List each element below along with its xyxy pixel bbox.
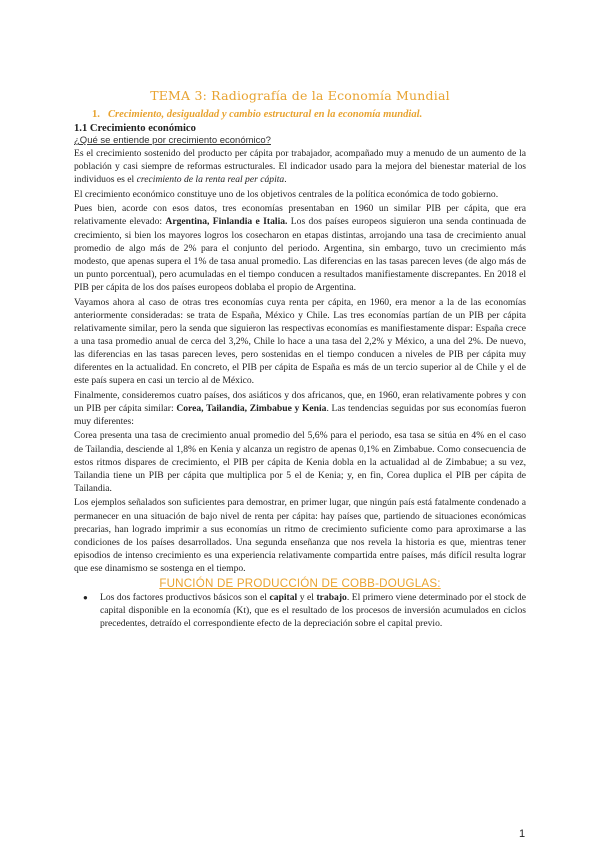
paragraph-definition: Es el crecimiento sostenido del producto per cápita por trabajador, acompañado muy a menudo de un aumento de la población y casi siempre de reformas estructurales. El indicador usado para la mejora del bienestar material de los individuos es el crecimiento de la renta real per cápita.	[74, 148, 526, 186]
section-heading-text: Crecimiento, desigualdad y cambio estructural en la economía mundial.	[107, 109, 423, 120]
paragraph-objective: El crecimiento económico constituye uno de los objetivos centrales de la política económica de todo gobierno.	[74, 188, 499, 200]
paragraph-four-countries: Finalmente, consideremos cuatro países, dos asiáticos y dos africanos, que, en 1960, eran relativamente pobres y con un PIB per cápita similar: Corea, Tailandia, Zimbabue y Kenia. Las tendencias seguidas por sus economías fueron muy diferentes:	[74, 389, 527, 427]
strong-trabajo: trabajo	[316, 591, 347, 603]
page-number: 1	[519, 828, 526, 840]
section-heading-number: 1.	[92, 109, 100, 120]
paragraph-corea-tailandia: Corea presenta una tasa de crecimiento anual promedio del 5,6% para el periodo, esa tasa se sitúa en 4% en el caso de Tailandia, desciende al 1,8% en Kenia y alcanza un registro de apenas 0,1% en Zimbabue. Como consecuencia de estos ritmos dispares de crecimiento, el PIB per cápita de Kenia dobla en la actualidad al de Zimbabue; a su vez, Tailandia tiene un PIB per cápita que multiplica por 5 el de Kenia; y, en fin, Corea duplica el PIB per cápita de Tailandia.	[74, 430, 526, 494]
section-heading-1	[74, 109, 526, 120]
paragraph-lessons: Los ejemplos señalados son suficientes para demostrar, en primer lugar, que ningún país está fatalmente condenado a permanecer en una situación de bajo nivel de renta per cápita: hay países que, partiendo de situaciones económicas precarias, han logrado imprimir a sus economías un ritmo de crecimiento suficiente como para aproximarse a las condiciones de los países desarrollados. Una segunda enseñanza que nos revela la historia es que, mientras tener episodios de intenso crecimiento es una experiencia relativamente compartida entre países, más difícil resulta lograr que ese dinamismo se sostenga en el tiempo.	[74, 497, 526, 574]
bullet-list	[74, 591, 526, 631]
paragraph-espana-mexico-chile: Vayamos ahora al caso de otras tres economías cuya renta per cápita, en 1960, era menor a la de las economías anteriormente consideradas: se trata de España, México y Chile. Las tres economías partían de un PIB per cápita relativamente similar, pero la senda que siguieron las respectivas economías es manifiestamente dispar: España crece a una tasa promedio anual de cerca del 3,2%, Chile lo hace a una tasa del 2,2% y México, a una del 2%. De nuevo, las diferencias en las tasas parecen leves, pero sostenidas en el tiempo conducen a niveles de PIB per cápita muy diferentes en la actualidad. En concreto, el PIB per cápita de España es más de un tercio superior al de Chile y el de este país supera en casi un tercio al de México.	[74, 296, 526, 387]
emphasis-renta: crecimiento de la renta real per cápita	[136, 174, 285, 186]
document-page	[74, 88, 526, 630]
document-title: TEMA 3: Radiografía de la Economía Mundial	[150, 88, 450, 103]
paragraph-argentina-finlandia-italia: Pues bien, acorde con esos datos, tres economías presentaban en 1960 un similar PIB per cápita, que era relativamente elevado: Argentina, Finlandia e Italia. Los dos países europeos siguieron una senda continuada de crecimiento, si bien los mayores logros los cosecharon en etapas distintas, arrojando una tasa de crecimiento anual promedio de algo más de 2% para el conjunto del periodo. Argentina, sin embargo, tuvo un crecimiento más modesto, que apenas supera el 1% de tasa anual promedio. Las diferencias en las tasas parecen leves (de algo más de un punto porcentual), pero acumuladas en el tiempo conducen a resultados manifiestamente discrepantes. En 2018 el PIB per cápita de los dos países europeos doblaba el propio de Argentina.	[74, 203, 526, 293]
subsection-heading: 1.1 Crecimiento económico	[74, 123, 196, 134]
question-heading: ¿Qué se entiende por crecimiento económico?	[74, 135, 271, 146]
strong-countries-1: Argentina, Finlandia e Italia.	[165, 216, 288, 228]
cobb-douglas-heading: FUNCIÓN DE PRODUCCIÓN DE COBB-DOUGLAS:	[159, 576, 441, 590]
list-item: ● Los dos factores productivos básicos son el capital y el trabajo. El primero viene determinado por el stock de capital disponible en la economía (Kt), que es el resultado de los procesos de inversión acumulados en ciclos precedentes, detraído el correspondiente efecto de la depreciación sobre el capital previo.	[100, 591, 526, 631]
strong-capital: capital	[269, 591, 298, 603]
strong-countries-2: Corea, Tailandia, Zimbabue y Kenia	[176, 402, 327, 414]
